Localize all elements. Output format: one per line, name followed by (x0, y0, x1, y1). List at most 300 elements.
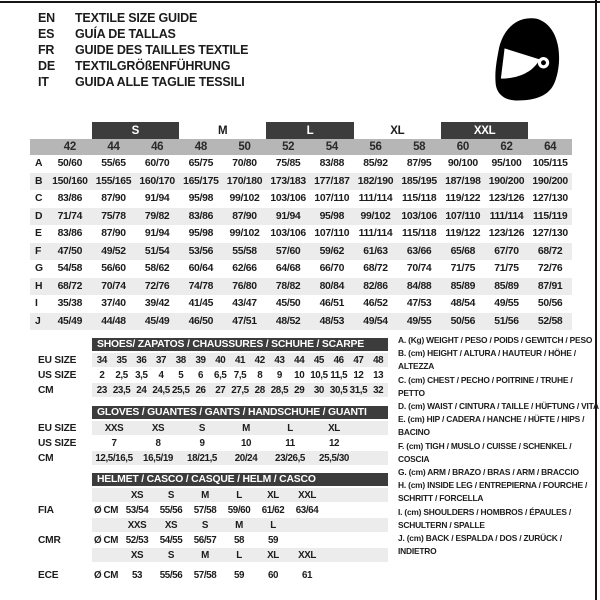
measure-cell: 63/66 (397, 243, 441, 261)
gloves-table-header (30, 406, 388, 419)
measure-cell: 48/53 (310, 313, 354, 331)
certification-label: FIA (38, 504, 54, 516)
measure-cell: 107/110 (314, 193, 350, 205)
unit-cell: Ø CM (94, 504, 118, 516)
value-cell: 59 (233, 569, 245, 581)
measure-row-label: E (35, 228, 42, 240)
size-group-xxl: XXL (441, 122, 528, 139)
value-cell: 6,5 (214, 369, 227, 381)
value-cell: 7,5 (233, 369, 247, 381)
value-cell: 32 (373, 384, 384, 396)
row-label: US SIZE (38, 437, 77, 449)
measure-cell: 49/55 (494, 298, 519, 310)
value-cell: 61/62 (261, 504, 285, 516)
measure-cell: 41/45 (188, 298, 214, 310)
value-cell: XS (151, 422, 165, 434)
helmet-sizes-row (30, 518, 388, 532)
value-cell: 3,5 (135, 369, 148, 381)
size-cell: L (236, 549, 242, 561)
measure-cell: 87/95 (406, 158, 432, 170)
row-cells (92, 383, 388, 397)
measure-cell: 155/165 (92, 173, 136, 191)
gloves-table-row (30, 421, 388, 435)
measure-cell: 68/72 (363, 263, 388, 275)
measure-cell: 51/54 (135, 243, 179, 261)
value-cell: 39 (195, 354, 206, 366)
value-cell: 47 (353, 354, 364, 366)
language-code: IT (38, 75, 49, 89)
measure-cell: 49/54 (354, 313, 398, 331)
measure-cell: 46/51 (319, 298, 345, 310)
value-cell: 20/24 (234, 452, 258, 464)
value-cell: 54/55 (159, 534, 183, 546)
shoes-table-row (30, 353, 388, 367)
language-title: GUIDE DES TAILLES TEXTILE (75, 43, 249, 57)
measure-cell: 53/56 (179, 243, 223, 261)
measure-cell: 35/38 (57, 298, 83, 310)
shoes-table-row (30, 368, 388, 382)
size-group-m: M (218, 124, 228, 137)
size-cell (290, 518, 324, 532)
helmet-values-row (30, 568, 388, 582)
value-cell: 2,5 (115, 369, 128, 381)
measure-cell: 50/60 (57, 158, 83, 170)
value-cell: 29 (294, 384, 305, 396)
measure-cell: 44/48 (92, 313, 136, 331)
legend-entry: B. (cm) HEIGHT / ALTURA / HAUTEUR / HÖHE / ALTEZZA (398, 348, 576, 372)
value-cell: 28 (254, 384, 265, 396)
helmet-size-table (30, 473, 388, 582)
measure-cell: 90/100 (447, 158, 478, 170)
language-code: DE (38, 59, 55, 73)
measure-cell: 95/98 (188, 193, 214, 205)
value-cell: 57/58 (193, 504, 217, 516)
measure-cell: 45/49 (135, 313, 179, 331)
measure-row-label: I (35, 298, 38, 310)
value-cell: 61 (301, 569, 313, 581)
measure-cell: 54/58 (57, 263, 83, 275)
measure-cell: 177/187 (310, 173, 354, 191)
measure-cell: 87/91 (528, 278, 572, 296)
measure-cell: 39/42 (144, 298, 170, 310)
size-col-header: 46 (135, 139, 179, 155)
unit-cell (92, 518, 120, 532)
measure-cell: 190/200 (485, 173, 529, 191)
helmet-values-row (30, 503, 388, 517)
gloves-table (30, 406, 388, 465)
value-cell: 28,5 (270, 384, 289, 396)
value-cell: 8 (257, 369, 263, 381)
size-cell: XL (267, 549, 279, 561)
row-label: CM (38, 452, 54, 464)
measure-cell: 83/86 (57, 193, 83, 205)
row-cells (92, 368, 388, 382)
measure-row-label: J (30, 313, 48, 331)
measure-cell: 107/110 (441, 208, 485, 226)
measure-cell: 91/94 (266, 208, 310, 226)
shoes-table-title: SHOES/ ZAPATOS / CHAUSSURES / SCHUHE / SCARPE (92, 338, 388, 351)
size-col-header: 52 (266, 139, 310, 155)
size-cell: S (201, 519, 209, 531)
measure-cell: 150/160 (48, 173, 92, 191)
value-cell: 4 (158, 369, 164, 381)
measure-cell: 91/94 (144, 193, 170, 205)
measure-cell: 83/86 (179, 208, 223, 226)
size-cell: XXS (127, 519, 147, 531)
value-cell: 16,5/19 (143, 452, 173, 464)
measure-cell: 87/90 (223, 208, 267, 226)
legend-entry: J. (cm) BACK / ESPALDA / DOS / ZURÜCK / INDIETRO (398, 533, 562, 557)
value-cell: 52/53 (125, 534, 149, 546)
helmet-values-row (30, 533, 388, 547)
top-border-line (0, 1, 600, 3)
row-label: CM (38, 384, 54, 396)
size-cell: XS (130, 549, 144, 561)
measure-cell: 43/47 (232, 298, 257, 310)
measure-cell: 50/56 (537, 298, 563, 310)
row-label: US SIZE (38, 369, 77, 381)
row-label (30, 548, 92, 562)
measure-cell: 71/75 (450, 263, 476, 275)
value-cell: 24,5 (152, 384, 170, 396)
size-cell: S (167, 489, 175, 501)
measure-cell: 46/52 (363, 298, 388, 310)
measure-cell: 68/72 (48, 278, 92, 296)
row-cells (92, 533, 388, 547)
value-cell: 25,5 (172, 384, 190, 396)
size-cell: M (235, 519, 243, 531)
value-cell: 27,5 (231, 384, 249, 396)
measure-row-label: A (35, 158, 43, 170)
value-cell: 45 (313, 354, 324, 366)
measure-cell: 165/175 (179, 173, 223, 191)
size-col-header: 44 (92, 139, 136, 155)
size-group-l: L (266, 122, 353, 139)
measure-cell: 66/70 (319, 263, 345, 275)
measure-cell: 72/76 (537, 263, 563, 275)
helmet-sizes-row (30, 548, 388, 562)
value-cell: 27 (215, 384, 226, 396)
language-row (38, 58, 248, 74)
size-cell: L (270, 519, 276, 531)
measure-cell: 70/80 (232, 158, 257, 170)
measure-cell: 50/56 (441, 313, 485, 331)
size-col-header: 48 (179, 139, 223, 155)
measure-cell: 111/114 (358, 193, 393, 205)
measure-cell: 103/106 (397, 208, 441, 226)
row-label: EU SIZE (38, 422, 77, 434)
row-cells (92, 436, 388, 450)
value-cell: 59 (267, 534, 279, 546)
measure-cell: 59/62 (310, 243, 354, 261)
measure-cell: 46/50 (179, 313, 223, 331)
language-row (38, 10, 248, 26)
size-cell: XXL (298, 549, 316, 561)
measure-cell: 173/183 (266, 173, 310, 191)
measure-cell: 187/198 (441, 173, 485, 191)
measure-row-label: G (35, 263, 43, 275)
value-cell: 38 (175, 354, 186, 366)
value-cell: 23/26,5 (275, 452, 305, 464)
size-col-header: 56 (354, 139, 398, 155)
measure-row-label: B (30, 173, 48, 191)
value-cell: 25,5/30 (319, 452, 349, 464)
legend-entry: D. (cm) WAIST / CINTURA / TAILLE / HÜFTUNG / VITA (398, 401, 599, 412)
measure-cell: 160/170 (135, 173, 179, 191)
value-cell: 11 (285, 437, 295, 449)
unit-cell: Ø CM (94, 569, 118, 581)
size-cell: XS (130, 489, 144, 501)
lower-section (30, 335, 599, 593)
legend-entry: A. (Kg) WEIGHT / PESO / POIDS / GEWITCH / PESO (398, 335, 593, 345)
measure-cell: 55/58 (223, 243, 267, 261)
value-cell: 46 (333, 354, 344, 366)
language-title: GUIDA ALLE TAGLIE TESSILI (75, 75, 245, 89)
value-cell: 23 (96, 384, 107, 396)
language-title: TEXTILE SIZE GUIDE (75, 11, 198, 25)
size-col-header: 50 (223, 139, 267, 155)
size-col-header: 58 (397, 139, 441, 155)
measure-cell: 58/62 (144, 263, 170, 275)
unit-cell (92, 548, 120, 562)
value-cell: 56/57 (193, 534, 217, 546)
legend-entry: H. (cm) INSIDE LEG / ENTREPIERNA / FOURCHE / SCHRITT / FORCELLA (398, 480, 588, 504)
measure-row-label: C (35, 193, 43, 205)
measure-cell: 65/68 (441, 243, 485, 261)
measure-cell: 127/130 (532, 193, 568, 205)
measure-cell: 48/52 (266, 313, 310, 331)
measure-cell: 99/102 (229, 228, 260, 240)
measure-cell: 99/102 (354, 208, 398, 226)
value-cell: 58 (233, 534, 245, 546)
row-cells (92, 568, 388, 582)
measure-cell: 60/64 (188, 263, 214, 275)
measure-row-label: F (30, 243, 48, 261)
value-cell: 59/60 (227, 504, 251, 516)
row-label (30, 518, 92, 532)
value-cell: 10 (240, 437, 252, 449)
measure-cell: 85/89 (441, 278, 485, 296)
value-cell: 31,5 (349, 384, 368, 396)
value-cell: 63/64 (295, 504, 319, 516)
measure-cell: 71/74 (48, 208, 92, 226)
measure-cell: 49/52 (92, 243, 136, 261)
size-col-header: 64 (528, 139, 572, 155)
value-cell: 11,5 (330, 369, 348, 381)
value-cell: 23,5 (112, 384, 131, 396)
value-cell: 48 (373, 354, 384, 366)
measure-cell: 52/58 (528, 313, 572, 331)
value-cell: 57/58 (193, 569, 217, 581)
measure-cell: 72/76 (135, 278, 179, 296)
language-row (38, 42, 248, 58)
size-col-header: 42 (48, 139, 92, 155)
value-cell: 13 (373, 369, 384, 381)
measure-cell: 83/88 (319, 158, 345, 170)
row-cells (92, 353, 388, 367)
value-cell: 12 (353, 369, 364, 381)
row-cells (92, 518, 388, 532)
racing-helmet-icon (491, 14, 567, 106)
measure-cell: 70/74 (92, 278, 136, 296)
row-cells (92, 421, 388, 435)
measure-cell: 123/126 (488, 193, 525, 205)
value-cell: 18/21,5 (187, 452, 217, 464)
measure-cell: 45/49 (48, 313, 92, 331)
measure-cell: 48/54 (450, 298, 476, 310)
measure-cell: 123/126 (488, 228, 525, 240)
value-cell: 55/56 (159, 504, 183, 516)
value-cell: 10 (294, 369, 305, 381)
value-cell: 34 (96, 354, 107, 366)
value-cell: 41 (234, 354, 246, 366)
value-cell: XL (328, 422, 340, 434)
helmet-sizes-row (30, 488, 388, 502)
shoes-table (30, 338, 388, 397)
measure-row-label: H (30, 278, 48, 296)
value-cell: 44 (294, 354, 305, 366)
measure-cell: 111/114 (485, 208, 529, 226)
measure-cell: 115/119 (528, 208, 572, 226)
measure-cell: 107/110 (314, 228, 350, 240)
language-code: ES (38, 27, 55, 41)
size-cell: XS (164, 519, 178, 531)
measure-cell: 67/70 (485, 243, 529, 261)
measure-cell: 115/118 (402, 228, 437, 240)
measure-cell: 87/90 (101, 193, 126, 205)
legend-entry: C. (cm) CHEST / PECHO / POITRINE / TRUHE / PETTO (398, 374, 573, 398)
value-cell: 9 (276, 369, 282, 381)
size-cell: M (201, 489, 209, 501)
value-cell: 12 (328, 437, 340, 449)
gloves-table-title: GLOVES / GUANTES / GANTS / HANDSCHUHE / GUANTI (92, 406, 388, 419)
measure-cell: 85/92 (363, 158, 388, 170)
language-list (38, 10, 248, 90)
value-cell: 9 (199, 437, 205, 449)
measure-cell: 119/122 (445, 228, 481, 240)
spacer (30, 406, 92, 419)
language-title: TEXTILGRÖßENFÜHRUNG (75, 59, 231, 73)
language-code: EN (38, 11, 55, 25)
value-cell (290, 533, 324, 547)
value-cell: 2 (99, 369, 105, 381)
measure-cell: 190/200 (528, 173, 572, 191)
size-col-header: 60 (441, 139, 485, 155)
language-row (38, 26, 248, 42)
measure-row-label: D (30, 208, 48, 226)
measure-cell: 115/118 (402, 193, 437, 205)
measure-cell: 71/75 (494, 263, 519, 275)
certification-label: CMR (38, 534, 61, 546)
size-cell: M (201, 549, 209, 561)
measure-cell: 91/94 (144, 228, 170, 240)
row-cells (92, 488, 388, 502)
measure-cell: 47/51 (223, 313, 267, 331)
measure-cell: 95/98 (188, 228, 214, 240)
language-title: GUÍA DE TALLAS (75, 27, 176, 41)
unit-cell (92, 488, 120, 502)
size-group-xl: XL (390, 124, 405, 137)
value-cell: 12,5/16,5 (95, 452, 133, 464)
size-cell: L (236, 489, 242, 501)
value-cell: 40 (215, 354, 226, 366)
legend-entry: F. (cm) TIGH / MUSLO / CUISSE / SCHENKEL / COSCIA (398, 440, 572, 464)
size-cell: XXL (298, 489, 316, 501)
measure-cell: 51/56 (485, 313, 529, 331)
measure-cell: 111/114 (358, 228, 393, 240)
measure-cell: 103/106 (270, 193, 306, 205)
measure-cell: 170/180 (223, 173, 267, 191)
measure-cell: 105/115 (532, 158, 568, 170)
row-label: EU SIZE (38, 354, 77, 366)
measure-cell: 127/130 (532, 228, 568, 240)
measure-cell: 61/63 (354, 243, 398, 261)
measure-cell: 65/75 (188, 158, 214, 170)
measure-cell: 84/88 (397, 278, 441, 296)
value-cell: XXS (104, 422, 124, 434)
measure-cell: 99/102 (229, 193, 260, 205)
legend-entry: I. (cm) SHOULDERS / HOMBROS / ÉPAULES / SCHULTERN / SPALLE (398, 506, 572, 530)
helmet-table-header (30, 473, 388, 486)
size-group-s: S (92, 122, 179, 139)
value-cell: 24 (136, 384, 147, 396)
value-cell: 30,5 (329, 384, 348, 396)
value-cell: 8 (155, 437, 161, 449)
row-cells (92, 451, 388, 465)
value-cell: 26 (195, 384, 206, 396)
measure-cell: 64/68 (275, 263, 301, 275)
measure-cell: 37/40 (101, 298, 126, 310)
value-cell: 55/56 (159, 569, 183, 581)
language-code: FR (38, 43, 55, 57)
measure-cell: 74/78 (179, 278, 223, 296)
value-cell: 36 (136, 354, 147, 366)
value-cell: 5 (178, 369, 184, 381)
measure-cell: 82/86 (354, 278, 398, 296)
main-size-table (30, 122, 572, 330)
value-cell: 35 (116, 354, 127, 366)
measure-cell: 185/195 (397, 173, 441, 191)
measure-cell: 56/60 (101, 263, 126, 275)
legend-entry: G. (cm) ARM / BRAZO / BRAS / ARM / BRACCIO (398, 467, 579, 478)
value-cell: 30 (313, 384, 324, 396)
measure-cell: 83/86 (57, 228, 83, 240)
value-cell: 42 (254, 354, 265, 366)
size-col-header: 62 (485, 139, 529, 155)
measure-cell: 60/70 (144, 158, 170, 170)
helmet-table-title: HELMET / CASCO / CASQUE / HELM / CASCO (92, 473, 388, 486)
measure-cell: 62/66 (232, 263, 257, 275)
measure-cell: 78/82 (266, 278, 310, 296)
spacer (30, 338, 92, 351)
row-label (30, 488, 92, 502)
measure-cell: 85/89 (485, 278, 529, 296)
value-cell: 10,5 (310, 369, 328, 381)
measure-cell: 68/72 (528, 243, 572, 261)
language-row (38, 74, 248, 90)
measure-cell: 79/82 (135, 208, 179, 226)
measure-cell: 182/190 (354, 173, 398, 191)
value-cell: L (287, 422, 293, 434)
measure-cell: 103/106 (270, 228, 306, 240)
value-cell: 53 (131, 569, 143, 581)
value-cell: 7 (111, 437, 117, 449)
measure-cell: 45/50 (275, 298, 301, 310)
gloves-table-row (30, 436, 388, 450)
measure-cell: 47/50 (48, 243, 92, 261)
shoes-table-header (30, 338, 388, 351)
measure-cell: 95/98 (310, 208, 354, 226)
